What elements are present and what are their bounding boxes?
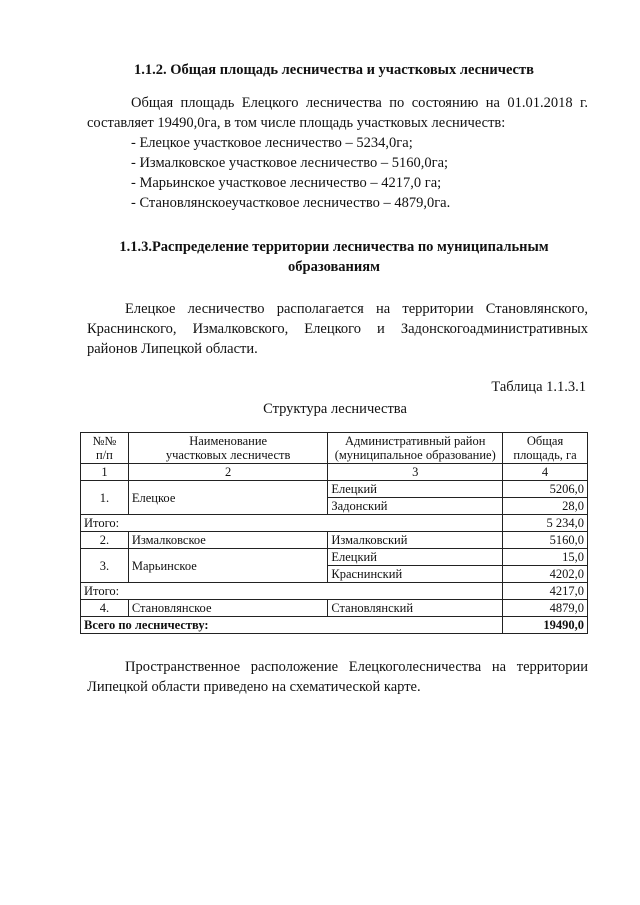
row-number: 1.: [81, 481, 129, 515]
district-name: Елецкий: [328, 549, 503, 566]
column-number: 3: [328, 464, 503, 481]
forestry-name: Измалковское: [128, 532, 328, 549]
heading-1-1-3-line1: 1.1.3.Распределение территории лесничества по муниципальным: [119, 239, 549, 255]
list-item: - Елецкое участковое лесничество – 5234,0га;: [131, 135, 413, 151]
table-column-numbers-row: [81, 464, 588, 481]
row-number: 3.: [81, 549, 129, 583]
column-number: 1: [81, 464, 129, 481]
table-label: Таблица 1.1.3.1: [491, 379, 586, 395]
forestry-structure-table: [80, 432, 588, 634]
grand-total-row: [81, 617, 588, 634]
table-title: Структура лесничества: [263, 401, 407, 417]
grand-total-label: Всего по лесничеству:: [81, 617, 503, 634]
district-name: Задонский: [328, 498, 503, 515]
subtotal-label: Итого:: [81, 515, 503, 532]
subtotal-row: [81, 583, 588, 600]
table-row: [81, 600, 588, 617]
area-value: 15,0: [503, 549, 588, 566]
area-paragraph-line1: Общая площадь Елецкого лесничества по состоянию на 01.01.2018 г.: [131, 95, 588, 111]
heading-1-1-3-line2: образованиям: [288, 259, 380, 275]
district-name: Измалковский: [328, 532, 503, 549]
closing-paragraph-line1: Пространственное расположение Елецкоголесничества на территории: [125, 659, 588, 675]
header-area: Общая площадь, га: [503, 433, 588, 464]
district-name: Краснинский: [328, 566, 503, 583]
list-item: - Становлянскоеучастковое лесничество – 4879,0га.: [131, 195, 451, 211]
row-number: 4.: [81, 600, 129, 617]
location-paragraph-line3: районов Липецкой области.: [87, 341, 258, 357]
area-value: 5206,0: [503, 481, 588, 498]
area-value: 4879,0: [503, 600, 588, 617]
header-name: Наименование участковых лесничеств: [128, 433, 328, 464]
area-value: 5160,0: [503, 532, 588, 549]
grand-total-value: 19490,0: [503, 617, 588, 634]
list-item: - Марьинское участковое лесничество – 4217,0 га;: [131, 175, 442, 191]
header-district: Административный район (муниципальное образование): [328, 433, 503, 464]
area-paragraph-line2: составляет 19490,0га, в том числе площадь участковых лесничеств:: [87, 115, 506, 131]
table-row: [81, 549, 588, 566]
area-value: 4202,0: [503, 566, 588, 583]
subtotal-value: 4217,0: [503, 583, 588, 600]
table-row: [81, 481, 588, 498]
district-name: Становлянский: [328, 600, 503, 617]
subtotal-value: 5 234,0: [503, 515, 588, 532]
header-number: №№ п/п: [81, 433, 129, 464]
column-number: 4: [503, 464, 588, 481]
location-paragraph-line1: Елецкое лесничество располагается на территории Становлянского,: [125, 301, 588, 317]
forestry-name: Марьинское: [128, 549, 328, 583]
subtotal-row: [81, 515, 588, 532]
district-name: Елецкий: [328, 481, 503, 498]
forestry-name: Елецкое: [128, 481, 328, 515]
list-item: - Измалковское участковое лесничество – 5160,0га;: [131, 155, 449, 171]
column-number: 2: [128, 464, 328, 481]
row-number: 2.: [81, 532, 129, 549]
area-value: 28,0: [503, 498, 588, 515]
closing-paragraph-line2: Липецкой области приведено на схематической карте.: [87, 679, 421, 695]
table-row: [81, 532, 588, 549]
subtotal-label: Итого:: [81, 583, 503, 600]
table-header-row: [81, 433, 588, 464]
forestry-name: Становлянское: [128, 600, 328, 617]
location-paragraph-line2: Краснинского, Измалковского, Елецкого и Задонскогоадминистративных: [87, 321, 588, 337]
heading-1-1-2: 1.1.2. Общая площадь лесничества и участковых лесничеств: [134, 62, 534, 78]
